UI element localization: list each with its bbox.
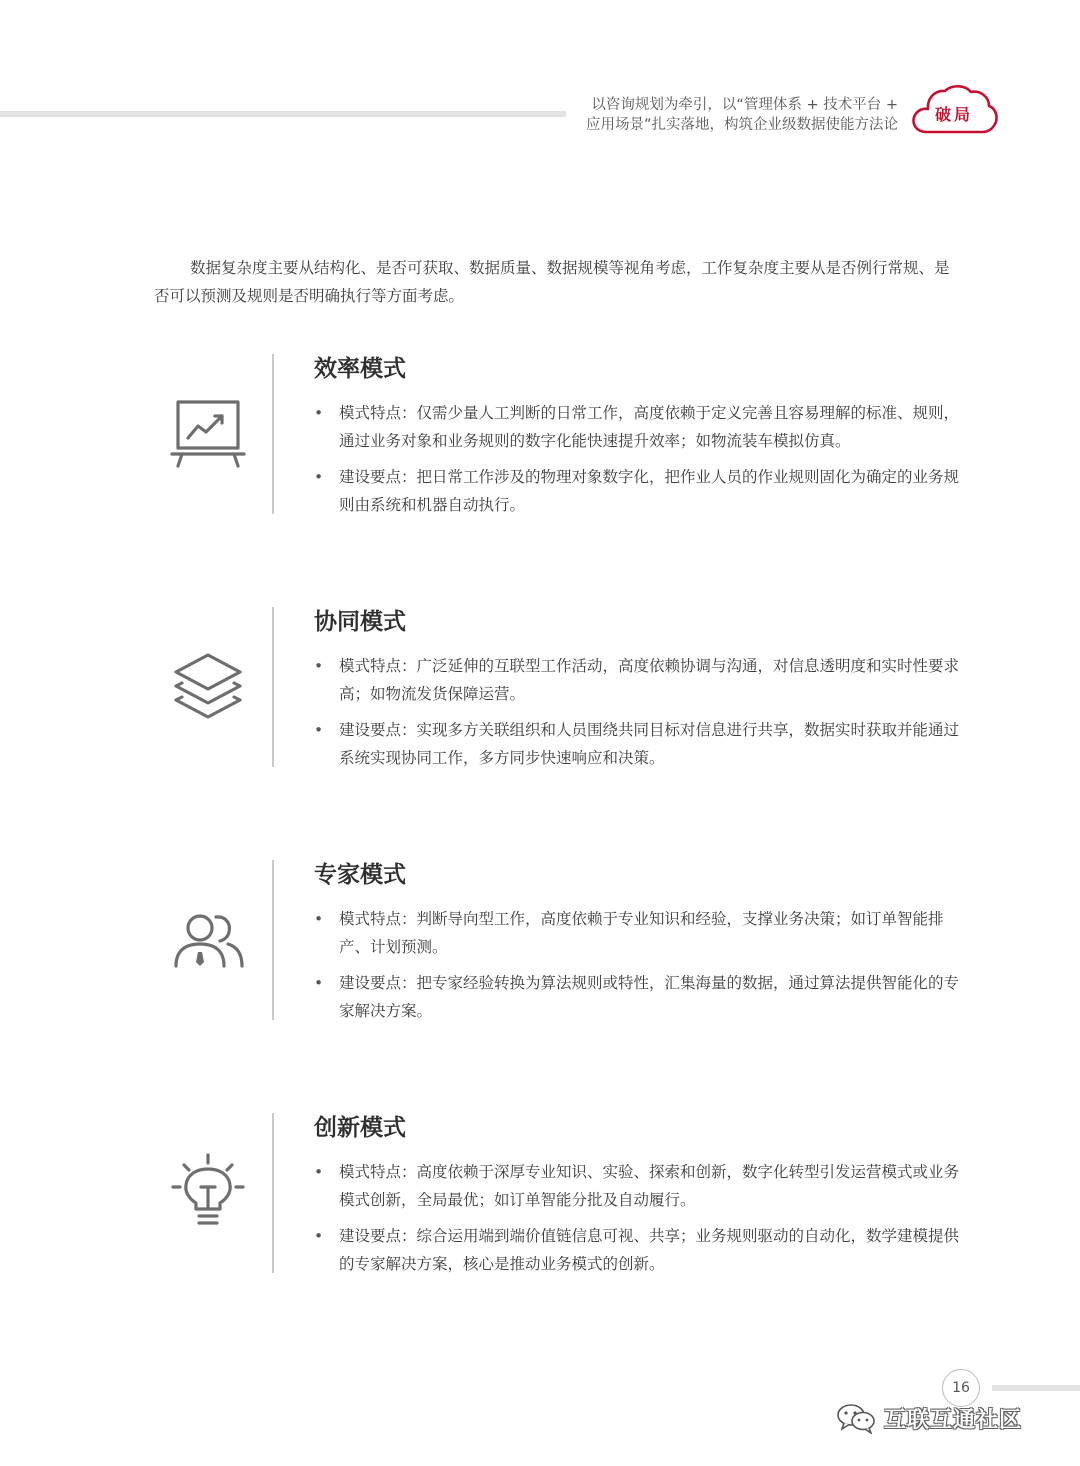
page-number: 16 xyxy=(942,1369,980,1407)
bullet-list xyxy=(314,400,964,528)
section-title: 专家模式 xyxy=(314,862,406,888)
badge-label: 破局 xyxy=(934,105,973,124)
watermark xyxy=(836,1402,1022,1434)
list-item: • 建设要点：综合运用端到端价值链信息可视、共享；业务规则驱动的自动化，数学建模提供的专家解决方案，核心是推动业务模式的创新。 xyxy=(314,1223,964,1278)
section-efficiency xyxy=(0,354,1080,519)
wechat-icon xyxy=(836,1402,876,1434)
people-icon xyxy=(168,898,248,978)
section-divider xyxy=(272,860,274,1020)
header-tagline xyxy=(586,95,898,135)
section-divider xyxy=(272,1113,274,1273)
section-collaboration xyxy=(0,607,1080,772)
section-divider xyxy=(272,607,274,767)
lightbulb-icon xyxy=(168,1151,248,1231)
list-item: • 建设要点：把专家经验转换为算法规则或特性，汇集海量的数据，通过算法提供智能化的专家解决方案。 xyxy=(314,970,964,1025)
list-item: • 模式特点：判断导向型工作，高度依赖于专业知识和经验，支撑业务决策；如订单智能排产、计划预测。 xyxy=(314,906,964,961)
bullet-list xyxy=(314,906,964,1034)
section-divider xyxy=(272,354,274,514)
section-title: 协同模式 xyxy=(314,609,406,635)
section-title: 创新模式 xyxy=(314,1115,406,1141)
list-item: • 模式特点：广泛延伸的互联型工作活动，高度依赖协调与沟通，对信息透明度和实时性要求高；如物流发货保障运营。 xyxy=(314,653,964,708)
section-innovation xyxy=(0,1113,1080,1278)
layers-icon xyxy=(168,645,248,725)
bullet-list xyxy=(314,1159,964,1287)
footer-rule xyxy=(992,1385,1080,1391)
list-item: • 模式特点：高度依赖于深厚专业知识、实验、探索和创新，数字化转型引发运营模式或业务模式创新，全局最优；如订单智能分批及自动履行。 xyxy=(314,1159,964,1214)
header-line-2: 应用场景”扎实落地，构筑企业级数据使能方法论 xyxy=(585,117,898,133)
list-item: • 建设要点：把日常工作涉及的物理对象数字化，把作业人员的作业规则固化为确定的业务规则由系统和机器自动执行。 xyxy=(314,464,964,519)
header-rule xyxy=(0,111,566,117)
bullet-list xyxy=(314,653,964,781)
list-item: • 模式特点：仅需少量人工判断的日常工作，高度依赖于定义完善且容易理解的标准、规则，通过业务对象和业务规则的数字化能快速提升效率；如物流装车模拟仿真。 xyxy=(314,400,964,455)
section-title: 效率模式 xyxy=(314,356,406,382)
list-item: • 建设要点：实现多方关联组织和人员围绕共同目标对信息进行共享，数据实时获取并能通过系统实现协同工作，多方同步快速响应和决策。 xyxy=(314,717,964,772)
watermark-text: 互联互通社区 xyxy=(884,1407,1023,1433)
chart-board-icon xyxy=(168,392,248,472)
cloud-badge xyxy=(909,80,999,138)
header-line-1: 以咨询规划为牵引，以“管理体系 + 技术平台 + xyxy=(591,97,898,113)
section-expert xyxy=(0,860,1080,1025)
intro-paragraph: 数据复杂度主要从结构化、是否可获取、数据质量、数据规模等视角考虑，工作复杂度主要从是否例行常规、是否可以预测及规则是否明确执行等方面考虑。 xyxy=(154,259,950,305)
